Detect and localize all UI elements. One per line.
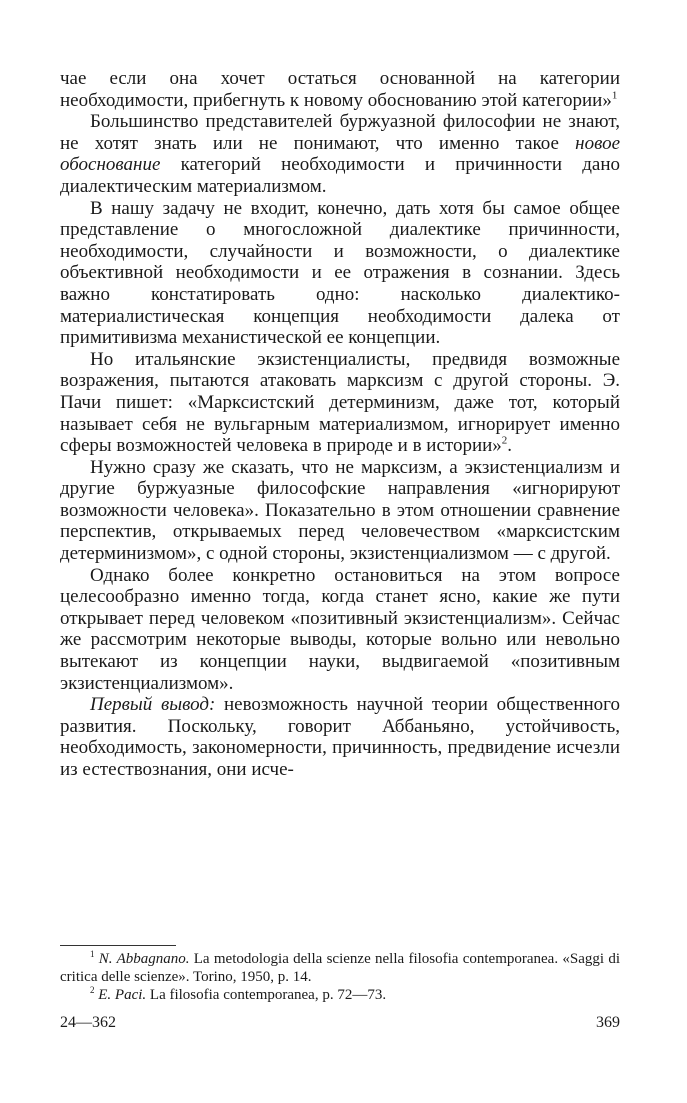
footnote	[60, 986, 620, 1004]
paragraph-text: чае если она хочет остаться основанной на категории необходимости, прибегнуть к новому обоснованию этой категории»	[60, 68, 620, 111]
footnotes	[60, 950, 620, 1004]
footnote-author: E. Paci.	[98, 987, 147, 1003]
footnote-mark: 2	[90, 985, 95, 995]
footnote-divider	[60, 945, 176, 946]
paragraph-text: невозможность научной теории общественного развития. Поскольку, говорит Аббаньяно, устойчивость, необходимость, закономерности, причинность, предвидение исчезли из естествознания, они исче-	[60, 694, 620, 780]
page-number: 369	[596, 1014, 620, 1031]
footnote-ref[interactable]: 1	[611, 89, 618, 102]
paragraph: В нашу задачу не входит, конечно, дать хотя бы самое общее представление о многосложной диалектике причинности, необходимости, случайности и возможности, о диалектике объективной необходимости и ее отражения в сознании. Здесь важно констатировать одно: насколько диалектико-материалистическая концепция необходимости далека от примитивизма механистической ее концепции.	[60, 197, 620, 349]
paragraph-text: категорий необходимости и причинности дано диалектическим материализмом.	[60, 154, 620, 197]
footnote-mark: 1	[90, 949, 95, 959]
main-text	[60, 68, 620, 781]
page-footer	[60, 1014, 620, 1032]
emphasis: Первый вывод:	[90, 694, 216, 716]
footnote-ref[interactable]: 2	[501, 434, 508, 447]
paragraph	[60, 694, 620, 780]
paragraph: Но итальянские экзистенциалисты, предвидя возможные возражения, пытаются атаковать марксизм с другой стороны. Э. Пачи пишет: «Марксистский детерминизм, даже тот, который называет себя не вульгарным материализмом, игнорирует именно сферы возможностей человека в природе и в истории»$^2$.	[60, 348, 620, 457]
printer-signature: 24—362	[60, 1014, 116, 1031]
footnote-author: N. Abbagnano.	[98, 951, 190, 967]
paragraph-text: Но итальянские экзистенциалисты, предвидя возможные возражения, пытаются атаковать марксизм с другой стороны. Э. Пачи пишет: «Марксистский детерминизм, даже тот, который называет себя не вульгарным материализмом, игнорирует именно сферы возможностей человека в природе и в истории»	[60, 348, 620, 457]
paragraph	[60, 111, 620, 197]
footnote-text: La filosofia contemporanea, p. 72—73.	[146, 987, 387, 1003]
paragraph-text: Большинство представителей буржуазной философии не знают, не хотят знать или не понимают, что именно такое	[60, 111, 620, 154]
footnote-text: La metodologia della scienze nella filosofia contemporanea. «Saggi di critica delle scienze». Torino, 1950, p. 14.	[60, 951, 621, 985]
emphasis: новое обоснование	[60, 132, 620, 176]
paragraph: Однако более конкретно остановиться на этом вопросе целесообразно именно тогда, когда станет ясно, какие же пути открывает перед человеком «позитивный экзистенциализм». Сейчас же рассмотрим некоторые выводы, которые вольно или невольно вытекают из концепции науки, выдвигаемой «позитивным экзистенциализмом».	[60, 564, 620, 694]
paragraph: Нужно сразу же сказать, что не марксизм, а экзистенциализм и другие буржуазные философские направления «игнорируют возможности человека». Показательно в этом отношении сравнение перспектив, открываемых перед человечеством «марксистским детерминизмом», с одной стороны, экзистенциализмом — с другой.	[60, 456, 620, 565]
paragraph	[60, 68, 620, 111]
footnote	[60, 950, 620, 986]
